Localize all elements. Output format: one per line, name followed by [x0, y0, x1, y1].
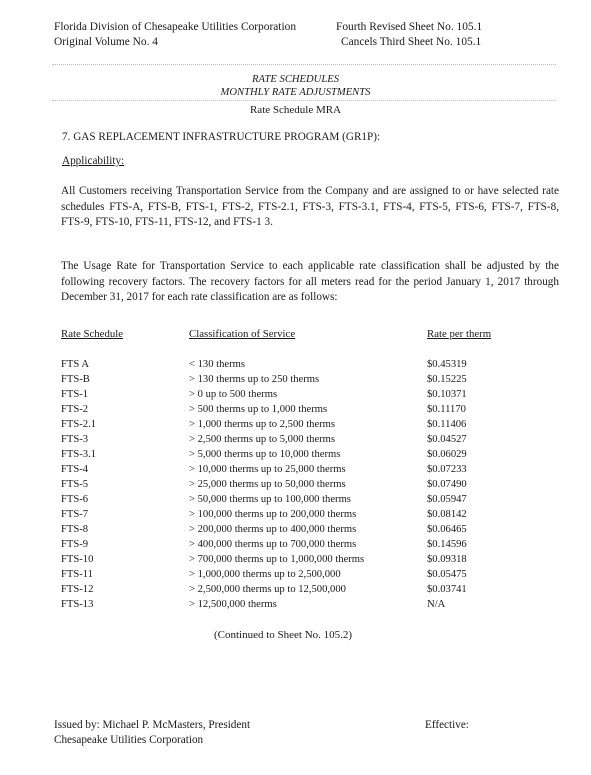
table-row	[61, 569, 541, 583]
table-row	[61, 479, 541, 493]
table-row	[61, 434, 541, 448]
rate-cell: $0.05475	[427, 569, 467, 580]
col-header-rate: Rate per therm	[427, 328, 492, 340]
classification-cell: < 130 therms	[189, 359, 245, 370]
table-row	[61, 389, 541, 403]
table-row	[61, 509, 541, 523]
rate-cell: $0.15225	[427, 374, 467, 385]
rate-schedule-cell: FTS-3	[61, 434, 89, 445]
rate-cell: $0.04527	[427, 434, 467, 445]
rate-cell: $0.45319	[427, 359, 467, 370]
title-monthly-adjustments: MONTHLY RATE ADJUSTMENTS	[220, 87, 371, 98]
classification-cell: > 50,000 therms up to 100,000 therms	[189, 494, 351, 505]
rate-schedule-cell: FTS-2	[61, 404, 89, 415]
rate-schedule-cell: FTS-7	[61, 509, 89, 520]
classification-cell: > 1,000 therms up to 2,500 therms	[189, 419, 336, 430]
title-rate-schedules: RATE SCHEDULES	[251, 74, 339, 85]
rate-schedule-cell: FTS-3.1	[61, 449, 97, 460]
classification-cell: > 100,000 therms up to 200,000 therms	[189, 509, 357, 520]
cancels-sheet: Cancels Third Sheet No. 105.1	[341, 36, 482, 48]
classification-cell: > 2,500,000 therms up to 12,500,000	[189, 584, 346, 595]
table-row	[61, 524, 541, 538]
rate-cell: $0.09318	[427, 554, 467, 565]
rate-cell: $0.07490	[427, 479, 467, 490]
rate-schedule-cell: FTS A	[61, 359, 89, 370]
rate-cell: $0.03741	[427, 584, 467, 595]
table-row	[61, 359, 541, 373]
table-row	[61, 464, 541, 478]
header-divider	[52, 64, 556, 65]
company-name: Florida Division of Chesapeake Utilities Corporation	[54, 21, 297, 33]
classification-cell: > 0 up to 500 therms	[189, 389, 278, 400]
rate-schedule-cell: FTS-9	[61, 539, 89, 550]
rate-cell: $0.10371	[427, 389, 467, 400]
rate-schedule-cell: FTS-2.1	[61, 419, 97, 430]
table-row	[61, 554, 541, 568]
table-row	[61, 374, 541, 388]
classification-cell: > 10,000 therms up to 25,000 therms	[189, 464, 346, 475]
classification-cell: > 500 therms up to 1,000 therms	[189, 404, 328, 415]
title-rate-schedule-mra: Rate Schedule MRA	[249, 104, 342, 116]
rate-cell: N/A	[427, 599, 446, 610]
rate-schedule-cell: FTS-5	[61, 479, 89, 490]
sheet-number: Fourth Revised Sheet No. 105.1	[336, 21, 483, 33]
col-header-classification: Classification of Service	[189, 328, 296, 340]
classification-cell: > 12,500,000 therms	[189, 599, 277, 610]
classification-cell: > 700,000 therms up to 1,000,000 therms	[189, 554, 365, 565]
classification-cell: > 130 therms up to 250 therms	[189, 374, 320, 385]
classification-cell: > 5,000 therms up to 10,000 therms	[189, 449, 341, 460]
rate-schedule-cell: FTS-8	[61, 524, 89, 535]
table-row	[61, 419, 541, 433]
col-header-rate-schedule: Rate Schedule	[61, 328, 124, 340]
effective-label: Effective:	[425, 719, 469, 731]
classification-cell: > 25,000 therms up to 50,000 therms	[189, 479, 346, 490]
rate-schedule-cell: FTS-B	[61, 374, 90, 385]
rate-cell: $0.11406	[427, 419, 467, 430]
table-row	[61, 404, 541, 418]
table-header-row	[61, 328, 541, 342]
issuer-company: Chesapeake Utilities Corporation	[54, 734, 204, 746]
rate-cell: $0.08142	[427, 509, 467, 520]
rate-schedule-cell: FTS-6	[61, 494, 89, 505]
classification-cell: > 200,000 therms up to 400,000 therms	[189, 524, 357, 535]
applicability-paragraph: All Customers receiving Transportation Service from the Company and are assigned to or have selected rate schedules FTS-A, FTS-B, FTS-1, FTS-2, FTS-2.1, FTS-3, FTS-3.1, FTS-4, FTS-5, FTS-6, FTS-7, FTS-8, FTS-9, FTS-10, FTS-11, FTS-12, and FTS-1 3.	[61, 185, 559, 229]
rate-cell: $0.06029	[427, 449, 467, 460]
rate-schedule-cell: FTS-11	[61, 569, 93, 580]
table-row	[61, 599, 541, 613]
rate-schedule-cell: FTS-4	[61, 464, 89, 475]
rate-cell: $0.05947	[427, 494, 467, 505]
classification-cell: > 1,000,000 therms up to 2,500,000	[189, 569, 341, 580]
classification-cell: > 2,500 therms up to 5,000 therms	[189, 434, 336, 445]
rate-schedule-cell: FTS-1	[61, 389, 89, 400]
table-row	[61, 539, 541, 553]
rate-cell: $0.07233	[427, 464, 467, 475]
title-divider	[52, 100, 556, 101]
volume-number: Original Volume No. 4	[54, 36, 158, 48]
classification-cell: > 400,000 therms up to 700,000 therms	[189, 539, 357, 550]
rate-cell: $0.14596	[427, 539, 467, 550]
table-row	[61, 449, 541, 463]
section-heading: 7. GAS REPLACEMENT INFRASTRUCTURE PROGRAM (GR1P):	[62, 131, 381, 143]
rate-schedule-cell: FTS-13	[61, 599, 94, 610]
table-row	[61, 584, 541, 598]
table-row	[61, 494, 541, 508]
recovery-factor-paragraph: The Usage Rate for Transportation Service to each applicable rate classification shall be adjusted by the following recovery factors. The recovery factors for all meters read for the period January 1, 2017 through December 31, 2017 for each rate classification are as follows:	[61, 260, 559, 304]
rate-schedule-cell: FTS-10	[61, 554, 94, 565]
continued-note: (Continued to Sheet No. 105.2)	[214, 629, 353, 641]
issued-by: Issued by: Michael P. McMasters, President	[54, 719, 251, 731]
rate-cell: $0.11170	[427, 404, 466, 415]
rate-schedule-cell: FTS-12	[61, 584, 94, 595]
rate-cell: $0.06465	[427, 524, 467, 535]
applicability-heading: Applicability:	[62, 155, 125, 167]
